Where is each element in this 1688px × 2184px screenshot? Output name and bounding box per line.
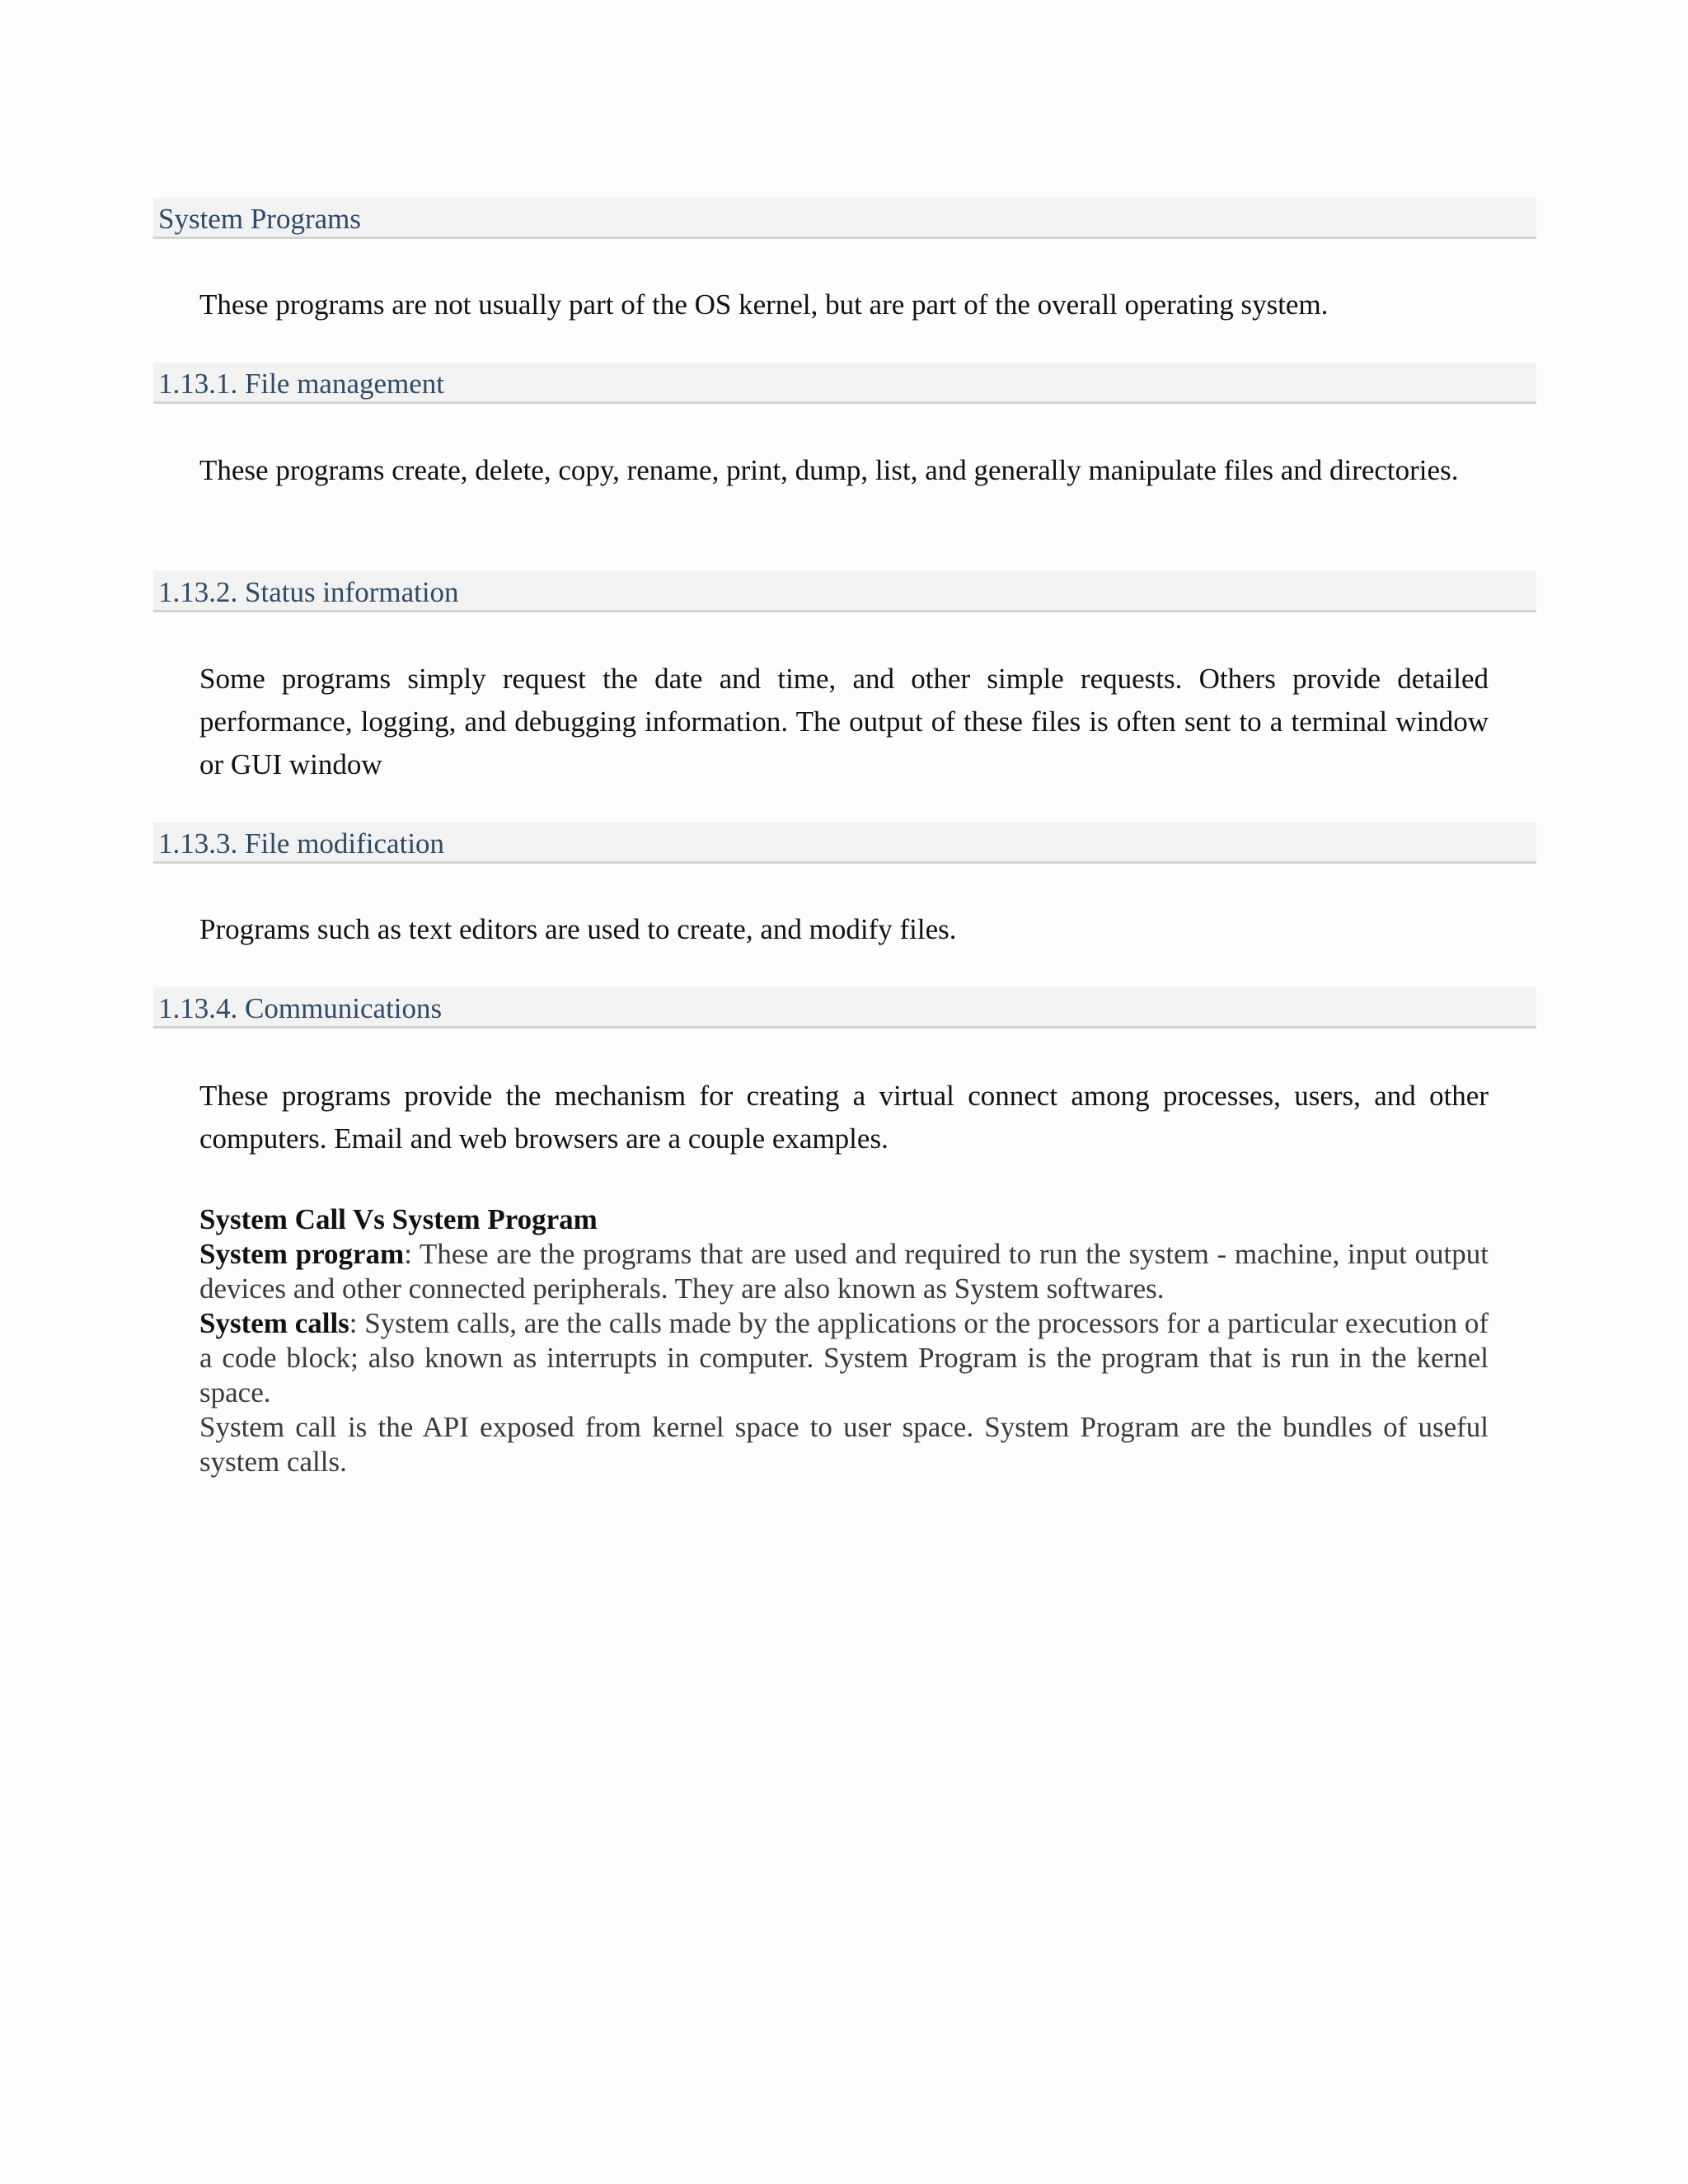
intro-paragraph: These programs are not usually part of the OS kernel, but are part of the overall operating system. [199, 288, 1329, 321]
file-management-paragraph: These programs create, delete, copy, rename, print, dump, list, and generally manipulate files and directories. [199, 454, 1459, 486]
comparison-block [199, 1202, 1489, 1479]
system-calls-definition [199, 1306, 1489, 1410]
heading-text: 1.13.1. File management [158, 368, 445, 400]
heading-text: System Programs [158, 203, 361, 235]
heading-text: 1.13.2. Status information [158, 576, 459, 608]
heading-file-modification [153, 823, 1536, 864]
heading-status-information [153, 571, 1536, 612]
heading-text: 1.13.4. Communications [158, 992, 443, 1024]
system-calls-label: System calls [199, 1307, 349, 1339]
comparison-title: System Call Vs System Program [199, 1203, 598, 1235]
heading-text: 1.13.3. File modification [158, 827, 445, 860]
heading-system-programs [153, 198, 1536, 239]
heading-file-management [153, 363, 1536, 404]
comparison-closing: System call is the API exposed from kernel space to user space. System Program are the bundles of useful system calls. [199, 1411, 1489, 1478]
status-information-paragraph: Some programs simply request the date and time, and other simple requests. Others provide detailed performance, logging, and debugging information. The output of these files is often sent to a terminal window or GUI window [199, 663, 1489, 780]
file-modification-paragraph: Programs such as text editors are used to create, and modify files. [199, 913, 957, 945]
system-calls-text: : System calls, are the calls made by the applications or the processors for a particular execution of a code block; also known as interrupts in computer. System Program is the program that is run in the kernel space. [199, 1307, 1489, 1408]
heading-communications [153, 987, 1536, 1029]
system-program-label: System program [199, 1238, 405, 1270]
system-program-text: : These are the programs that are used and required to run the system - machine, input output devices and other connected peripherals. They are also known as System softwares. [199, 1238, 1489, 1305]
communications-paragraph: These programs provide the mechanism for creating a virtual connect among processes, users, and other computers. Email and web browsers are a couple examples. [199, 1080, 1489, 1155]
system-program-definition [199, 1237, 1489, 1306]
